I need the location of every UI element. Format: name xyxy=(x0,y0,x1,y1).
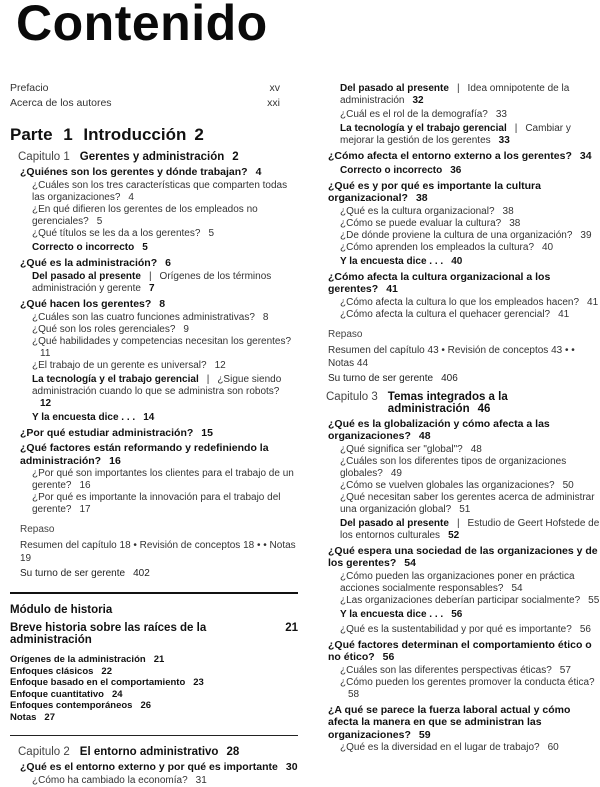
subsection-entry[interactable] xyxy=(32,180,298,204)
subsection-entry[interactable] xyxy=(340,571,600,595)
subsection-entry[interactable] xyxy=(340,456,600,480)
feature-box-entry[interactable] xyxy=(340,123,600,147)
review-label xyxy=(328,329,600,341)
section-entry[interactable] xyxy=(328,639,600,664)
page-number: 59 xyxy=(418,728,431,741)
entry-title: ¿Cuáles son los tres características que comparten todas las organizaciones? xyxy=(32,179,288,203)
page-number: 12 xyxy=(40,397,52,409)
chapter-heading[interactable] xyxy=(18,151,298,163)
subsection-entry[interactable] xyxy=(340,677,600,701)
feature-entry[interactable] xyxy=(32,412,298,424)
chapter-name: Gerentes y administración xyxy=(79,151,225,163)
page-number: 23 xyxy=(193,677,204,688)
section-entry[interactable] xyxy=(328,545,600,570)
entry-title: Correcto o incorrecto xyxy=(340,164,443,176)
entry-title: ¿Qué significa ser "global"? xyxy=(340,443,463,455)
subsection-entry[interactable] xyxy=(340,665,600,677)
page-number: 6 xyxy=(165,256,171,269)
subsection-entry[interactable] xyxy=(340,492,600,516)
page-number: 46 xyxy=(477,402,491,415)
page-number: 9 xyxy=(183,323,189,335)
entry-title: ¿A qué se parece la fuerza laboral actual y cómo afecta la manera en que se administran las organizaciones? xyxy=(328,703,571,741)
entry-title: Su turno de ser gerente xyxy=(20,568,126,579)
entry-title: ¿El trabajo de un gerente es universal? xyxy=(32,359,207,371)
page-number: 41 xyxy=(587,296,599,308)
separator: | xyxy=(456,83,460,94)
subsection-entry[interactable] xyxy=(340,444,600,456)
review-line[interactable] xyxy=(20,539,298,565)
entry-title: Repaso xyxy=(20,524,55,535)
page-number: 48 xyxy=(418,430,431,442)
page-number: 33 xyxy=(498,135,510,146)
entry-title: ¿Cómo afecta el entorno externo a los gerentes? xyxy=(328,150,572,162)
subsection-entry[interactable] xyxy=(32,324,298,336)
separator: | xyxy=(148,271,152,282)
page-number: 2 xyxy=(194,125,204,144)
page-number: 50 xyxy=(562,479,574,491)
entry-title: ¿Qué es la diversidad en el lugar de trabajo? xyxy=(340,742,540,753)
section-entry[interactable] xyxy=(20,427,298,440)
chapter-name: El entorno administrativo xyxy=(79,746,219,758)
entry-title: ¿Qué habilidades y competencias necesitan los gerentes? xyxy=(32,335,292,347)
feature-entry[interactable] xyxy=(340,609,600,621)
subsection-entry[interactable] xyxy=(340,595,600,607)
page-number: 8 xyxy=(262,311,269,323)
chapter-title xyxy=(80,151,239,163)
subsection-entry[interactable] xyxy=(32,775,298,787)
page-number: 41 xyxy=(558,308,570,320)
page-number: 22 xyxy=(101,665,112,677)
subsection-entry[interactable] xyxy=(32,312,298,324)
entry-title: Su turno de ser gerente xyxy=(328,372,434,384)
page-number: 38 xyxy=(415,192,428,204)
page-number: 17 xyxy=(79,504,91,515)
subsection-entry[interactable] xyxy=(340,206,600,218)
entry-title: Y la encuesta dice . . . xyxy=(32,411,136,423)
entry-title: Notas xyxy=(10,711,37,723)
page-number: 55 xyxy=(588,594,600,606)
entry-title: ¿Cómo pueden las organizaciones poner en práctica acciones socialmente responsables? xyxy=(340,570,575,594)
entry-title: ¿Qué son los roles gerenciales? xyxy=(32,323,176,335)
page-number: 38 xyxy=(509,217,521,229)
entry-title: ¿Cómo afecta la cultura el quehacer gerencial? xyxy=(340,308,551,320)
section-entry[interactable] xyxy=(328,271,600,296)
entry-title: Resumen del capítulo 43 • Revisión de conceptos 43 • • Notas 44 xyxy=(328,344,575,369)
entry-title: ¿Cómo pueden los gerentes promover la conducta ética? xyxy=(340,676,595,688)
entry-title: Cambiar y mejorar la gestión de los gerentes xyxy=(340,123,571,146)
module-entry[interactable] xyxy=(10,677,298,689)
feature-entry[interactable] xyxy=(340,165,600,177)
feature-box-entry[interactable] xyxy=(32,374,298,410)
entry-title: ¿Las organizaciones deberían participar socialmente? xyxy=(340,594,581,606)
page-number: 49 xyxy=(390,467,402,479)
entry-title: Enfoques contemporáneos xyxy=(10,700,133,711)
toc-left-column xyxy=(10,80,298,787)
feature-label: Del pasado al presente xyxy=(32,271,141,282)
entry-title: ¿Cuáles son las cuatro funciones administrativas? xyxy=(32,311,255,323)
entry-title: ¿Qué es y por qué es importante la cultura organizacional? xyxy=(328,179,541,204)
subsection-entry[interactable] xyxy=(340,624,600,636)
entry-title: Idea omnipotente de la administración xyxy=(340,83,570,106)
entry-title: Prefacio xyxy=(10,82,49,94)
entry-title: ¿Cómo aprenden los empleados la cultura? xyxy=(340,241,534,253)
entry-title: ¿Qué es el entorno externo y por qué es importante xyxy=(20,761,278,773)
feature-entry[interactable] xyxy=(32,242,298,254)
page-number: 54 xyxy=(404,557,416,569)
page-number: 40 xyxy=(542,241,554,253)
entry-title: ¿Por qué estudiar administración? xyxy=(20,426,194,439)
subsection-entry[interactable] xyxy=(340,230,600,242)
page-number: 34 xyxy=(579,150,592,162)
toc-front-entry[interactable] xyxy=(10,82,298,94)
subsection-entry[interactable] xyxy=(340,742,600,754)
page-number: 15 xyxy=(201,426,213,439)
entry-title: ¿Qué es la cultura organizacional? xyxy=(340,205,495,217)
page-number: 30 xyxy=(285,761,298,773)
module-entry[interactable] xyxy=(10,654,298,666)
page-number: 14 xyxy=(143,411,155,423)
feature-label: La tecnología y el trabajo gerencial xyxy=(32,373,199,385)
entry-title: ¿Qué factores están reformando y redefiniendo la administración? xyxy=(20,442,269,467)
page-number: 2 xyxy=(232,151,239,163)
subsection-entry[interactable] xyxy=(32,336,298,360)
subsection-entry[interactable] xyxy=(340,242,600,254)
entry-title: ¿De dónde proviene la cultura de una organización? xyxy=(340,229,573,241)
page-number: 4 xyxy=(255,166,262,178)
subsection-entry[interactable] xyxy=(340,480,600,492)
feature-box-entry[interactable] xyxy=(340,518,600,542)
entry-title: ¿Qué factores determinan el comportamiento ético o no ético? xyxy=(328,638,592,663)
toc-right-column xyxy=(318,81,600,754)
chapter-label: Capitulo 3 xyxy=(326,390,378,403)
chapter-title xyxy=(388,391,538,415)
page-number: 60 xyxy=(547,742,559,753)
page-number: 21 xyxy=(153,654,165,665)
section-entry[interactable] xyxy=(20,298,298,311)
feature-label: Del pasado al presente xyxy=(340,83,449,94)
subsection-entry[interactable] xyxy=(340,297,600,309)
separator: | xyxy=(456,517,460,529)
separator: | xyxy=(514,123,518,134)
entry-title: ¿Cuál es el rol de la demografía? xyxy=(340,109,488,120)
entry-title: Correcto o incorrecto xyxy=(32,241,135,253)
entry-title: Repaso xyxy=(328,328,363,340)
entry-title: Enfoque cuantitativo xyxy=(10,688,104,700)
page-number: 33 xyxy=(495,109,507,120)
page-number: xv xyxy=(269,82,280,94)
entry-title: Parte 1 Introducción xyxy=(10,125,187,144)
page-number: 41 xyxy=(386,283,398,295)
subsection-entry[interactable] xyxy=(32,492,298,516)
entry-title: ¿Cuáles son los diferentes tipos de organizaciones globales? xyxy=(340,455,567,479)
subsection-entry[interactable] xyxy=(32,228,298,240)
page-number: xxi xyxy=(267,97,280,109)
page-number: 32 xyxy=(412,95,424,106)
entry-title: Y la encuesta dice . . . xyxy=(340,255,444,267)
entry-title: ¿Cómo afecta la cultura lo que los empleados hacen? xyxy=(340,296,580,308)
section-entry[interactable] xyxy=(328,704,600,742)
entry-title: ¿Sigue siendo administración cuando lo que se administra son robots? xyxy=(32,373,282,397)
entry-title: Orígenes de la administración xyxy=(10,654,146,665)
your-turn-entry[interactable] xyxy=(328,373,600,385)
page-number: 57 xyxy=(559,664,571,676)
entry-title: ¿Qué es la sustentabilidad y por qué es importante? xyxy=(340,623,572,635)
page-number: 16 xyxy=(79,480,91,491)
subsection-entry[interactable] xyxy=(32,468,298,492)
chapter-label: Capitulo 1 xyxy=(18,151,70,163)
page-number: 27 xyxy=(44,711,55,723)
separator: | xyxy=(206,373,210,385)
page-number: 406 xyxy=(441,372,458,384)
section-divider xyxy=(10,735,298,736)
page-number: 36 xyxy=(450,164,462,176)
page-number: 11 xyxy=(40,347,51,359)
entry-title: ¿En qué difieren los gerentes de los empleados no gerenciales? xyxy=(32,203,258,227)
chapter-title xyxy=(80,746,239,758)
chapter-heading[interactable] xyxy=(326,391,600,415)
your-turn-entry[interactable] xyxy=(20,568,298,580)
page-number: 12 xyxy=(214,359,226,371)
page-number: 5 xyxy=(208,227,214,239)
entry-title: Enfoque basado en el comportamiento xyxy=(10,677,186,688)
feature-label: La tecnología y el trabajo gerencial xyxy=(340,123,507,134)
section-entry[interactable] xyxy=(328,180,600,205)
page-number: 52 xyxy=(448,529,460,541)
page-number: 26 xyxy=(140,700,152,711)
entry-title: ¿Cuáles son las diferentes perspectivas éticas? xyxy=(340,664,552,676)
page-number: 402 xyxy=(133,568,150,579)
module-entry[interactable] xyxy=(10,666,298,678)
entry-title: ¿Quiénes son los gerentes y dónde trabajan? xyxy=(20,166,248,178)
module-heading xyxy=(10,604,298,616)
page-number: 21 xyxy=(285,622,298,634)
page-number: 56 xyxy=(382,651,395,663)
page-number: 5 xyxy=(96,215,103,227)
module-entry[interactable] xyxy=(10,700,298,712)
page-number: 54 xyxy=(511,582,523,594)
feature-entry[interactable] xyxy=(340,256,600,268)
module-title[interactable] xyxy=(10,622,298,646)
section-divider xyxy=(10,592,298,594)
feature-box-entry[interactable] xyxy=(32,271,298,295)
page-number: 4 xyxy=(128,191,134,203)
review-line[interactable] xyxy=(328,344,600,370)
entry-title: ¿Por qué es importante la innovación para el trabajo del gerente? xyxy=(32,492,281,515)
entry-title: ¿Qué es la globalización y cómo afecta a las organizaciones? xyxy=(328,417,550,442)
page-title: Contenido xyxy=(16,0,268,51)
entry-title: Orígenes de los términos administración y gerente xyxy=(32,271,272,294)
page-number: 28 xyxy=(226,746,240,758)
entry-title: Breve historia sobre las raíces de la administración xyxy=(10,622,207,646)
section-entry[interactable] xyxy=(20,166,298,179)
chapter-label: Capitulo 2 xyxy=(18,746,70,758)
page-number: 7 xyxy=(148,283,155,294)
page-number: 51 xyxy=(459,503,471,515)
feature-box-entry[interactable] xyxy=(340,83,600,107)
entry-title: ¿Qué necesitan saber los gerentes acerca de administrar una organización global? xyxy=(340,491,595,515)
subsection-entry[interactable] xyxy=(32,204,298,228)
page-number: 8 xyxy=(159,298,166,310)
chapter-name: Temas integrados a la administración xyxy=(387,390,508,415)
section-entry[interactable] xyxy=(20,442,298,467)
page-number: 39 xyxy=(580,229,592,241)
page-number: 24 xyxy=(111,688,123,700)
page-number: 38 xyxy=(502,205,514,217)
subsection-entry[interactable] xyxy=(340,109,600,121)
entry-title: ¿Qué títulos se les da a los gerentes? xyxy=(32,227,201,239)
page-number: 5 xyxy=(142,241,148,253)
entry-title: Estudio de Geert Hofstede de los entornos culturales xyxy=(340,517,600,541)
section-entry[interactable] xyxy=(328,418,600,443)
subsection-entry[interactable] xyxy=(32,360,298,372)
entry-title: ¿Cómo afecta la cultura organizacional a los gerentes? xyxy=(328,270,551,295)
toc-front-entry[interactable] xyxy=(10,97,298,109)
entry-title: ¿Cómo se puede evaluar la cultura? xyxy=(340,217,502,229)
page-number: 56 xyxy=(579,623,591,635)
entry-title: Resumen del capítulo 18 • Revisión de conceptos 18 • • Notas 19 xyxy=(20,540,296,564)
entry-title: ¿Cómo se vuelven globales las organizaciones? xyxy=(340,479,555,491)
page-number: 58 xyxy=(348,688,360,700)
module-entry[interactable] xyxy=(10,689,298,701)
entry-title: ¿Qué es la administración? xyxy=(20,256,158,269)
section-entry[interactable] xyxy=(328,150,600,163)
subsection-entry[interactable] xyxy=(340,309,600,321)
part-heading[interactable] xyxy=(10,125,298,144)
entry-title: Enfoques clásicos xyxy=(10,665,94,677)
entry-title: ¿Qué espera una sociedad de las organizaciones y de los gerentes? xyxy=(328,544,598,569)
entry-title: Acerca de los autores xyxy=(10,97,112,109)
entry-title: ¿Por qué son importantes los clientes para el trabajo de un gerente? xyxy=(32,468,294,491)
page-number: 48 xyxy=(470,443,482,455)
feature-label: Del pasado al presente xyxy=(340,517,449,529)
review-label xyxy=(20,524,298,536)
entry-title: ¿Qué hacen los gerentes? xyxy=(20,298,152,310)
chapter-heading[interactable] xyxy=(18,746,298,758)
page-number: 31 xyxy=(195,774,207,786)
page-number: 56 xyxy=(451,608,463,620)
subsection-entry[interactable] xyxy=(340,218,600,230)
page-number: 40 xyxy=(451,255,463,267)
section-entry[interactable] xyxy=(20,257,298,270)
module-entry[interactable] xyxy=(10,712,298,724)
entry-title: Y la encuesta dice . . . xyxy=(340,608,444,620)
entry-title: ¿Cómo ha cambiado la economía? xyxy=(32,774,188,786)
page-number: 16 xyxy=(109,454,121,467)
entry-title: Módulo de historia xyxy=(10,604,113,616)
